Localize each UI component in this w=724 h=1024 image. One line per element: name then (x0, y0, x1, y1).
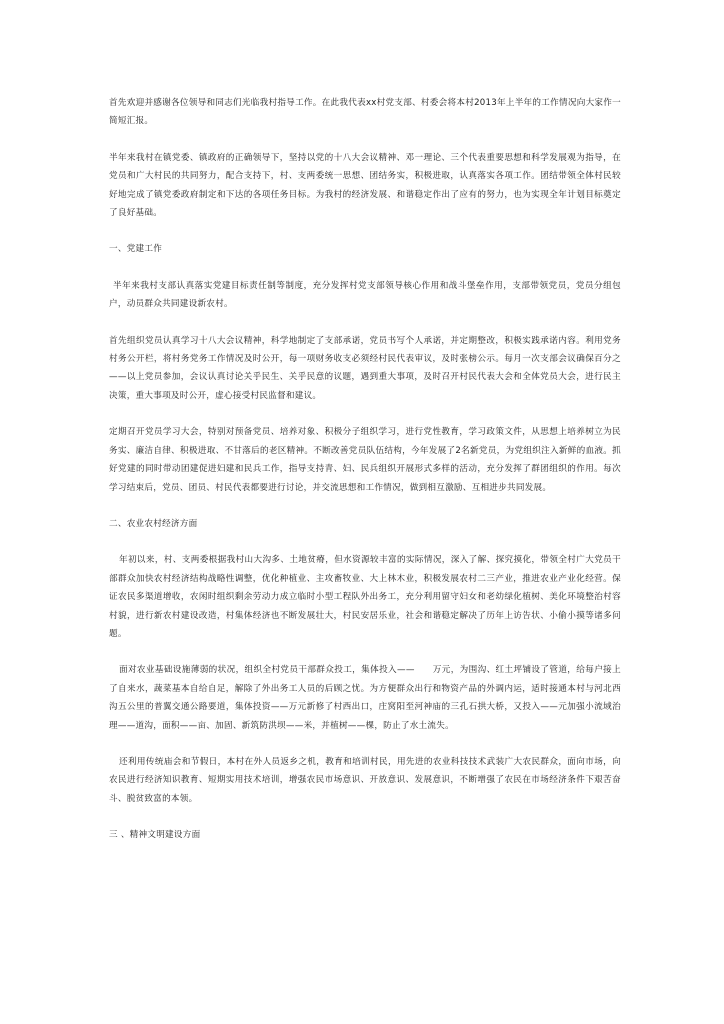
economy-paragraph-3: 还利用传统庙会和节假日，本村在外人员返乡之机，教育和培训村民，用先进的农业科技技术武装广大农民群众，面向市场，向农民进行经济知识教育、短期实用技术培训，增强农民市场意识、开放意识、发展意识，不断增强了农民在市场经济条件下艰苦奋斗、脱贫致富的本领。 (109, 756, 621, 804)
document-body (109, 94, 621, 845)
spacer (109, 808, 621, 826)
spacer (109, 643, 621, 661)
party-paragraph-1: 半年来我村支部认真落实党建目标责任制等制度，充分发挥村党支部领导核心作用和战斗堡垒作用，支部带领党员，党员分组包户，动员群众共同建设新农村。 (109, 280, 621, 310)
party-paragraph-3: 定期召开党员学习大会，特别对预备党员、培养对象、积极分子组织学习，进行党性教育，学习政策文件，从思想上培养树立为民务实、廉洁自律、积极进取、不甘落后的老区精神。不断改善党员队伍结构，今年发展了2名新党员，为党组织注入新鲜的血液。抓好党建的同时带动团建促进妇建和民兵工作，指导支持青、妇、民兵组织开展形式多样的活动，充分发挥了群团组织的作用。每次学习结束后，党员、团员、村民代表都要进行讨论，并交流思想和工作情况，做到相互激励、互相进步共同发展。 (109, 427, 621, 493)
spacer (109, 222, 621, 240)
intro-paragraph: 首先欢迎并感谢各位领导和同志们光临我村指导工作。在此我代表xx村党支部、村委会将本村2013年上半年的工作情况向大家作一简短汇报。 (109, 98, 621, 127)
spacer (109, 533, 621, 551)
spacer (109, 405, 621, 423)
economy-paragraph-1: 年初以来，村、支两委根据我村山大沟多、土地贫瘠，但水资源较丰富的实际情况，深入了解、探究摸化，带领全村广大党员干部群众加快农村经济结构战略性调整，优化种植业、主攻畜牧业、大上林木业，积极发展农村二三产业，推进农业产业化经营。保证农民多渠道增收，农闲时组织剩余劳动力成立临时小型工程队外出务工，充分利用留守妇女和老幼绿化植树、美化环境整治村容村貌，进行新农村建设改造，村集体经济也不断发展壮大，村民安居乐业，社会和谐稳定解决了历年上访告状、小偷小摸等诸多问题。 (109, 555, 621, 639)
spacer (109, 131, 621, 149)
party-paragraph-2: 首先组织党员认真学习十八大会议精神，科学地制定了支部承诺，党员书写个人承诺，并定期整改，积极实践承诺内容。利用党务村务公开栏，将村务党务工作情况及时公开，每一项财务收支必须经村民代表审议，及时张榜公示。每月一次支部会议确保百分之——以上党员参加，会议认真讨论关乎民生、关乎民意的议题，遇到重大事项，及时召开村民代表大会和全体党员大会，进行民主决策，重大事项及时公开，虚心接受村民监督和建议。 (109, 335, 621, 401)
spacer (109, 259, 621, 277)
section-heading-economy: 二、农业农村经济方面 (109, 518, 198, 529)
spacer (109, 314, 621, 332)
section-heading-party: 一、党建工作 (109, 244, 163, 255)
spacer (109, 735, 621, 753)
section-heading-civilization: 三 、精神文明建设方面 (109, 830, 201, 841)
summary-paragraph: 半年来我村在镇党委、镇政府的正确领导下，坚持以党的十八大会议精神、邓一理论、三个代表重要思想和科学发展观为指导，在党员和广大村民的共同努力，配合支持下，村、支两委统一思想、团结务实，积极进取，认真落实各项工作。团结带领全体村民较好地完成了镇党委政府制定和下达的各项任务目标。为我村的经济发展、和谐稳定作出了应有的努力，也为实现全年计划目标奠定了良好基础。 (109, 152, 621, 219)
economy-paragraph-2: 面对农业基础设施薄弱的状况，组织全村党员干部群众投工，集体投入—— 万元，为围沟、红土坪铺设了管道，给每户接上了自来水，蔬菜基本自给自足，解除了外出务工人员的后顾之忧。为方便群众出行和物资产品的外调内运，适时接通本村与河北西沟五公里的普翼交通公路要道，集体投资——万元新修了村西出口，庄窝阳至河神庙的三孔石拱大桥，又投入——元加强小流域治理——道沟，面积——亩、加固、新筑防洪坝——米，并植树——棵，防止了水土流失。 (109, 665, 621, 731)
spacer (109, 497, 621, 515)
